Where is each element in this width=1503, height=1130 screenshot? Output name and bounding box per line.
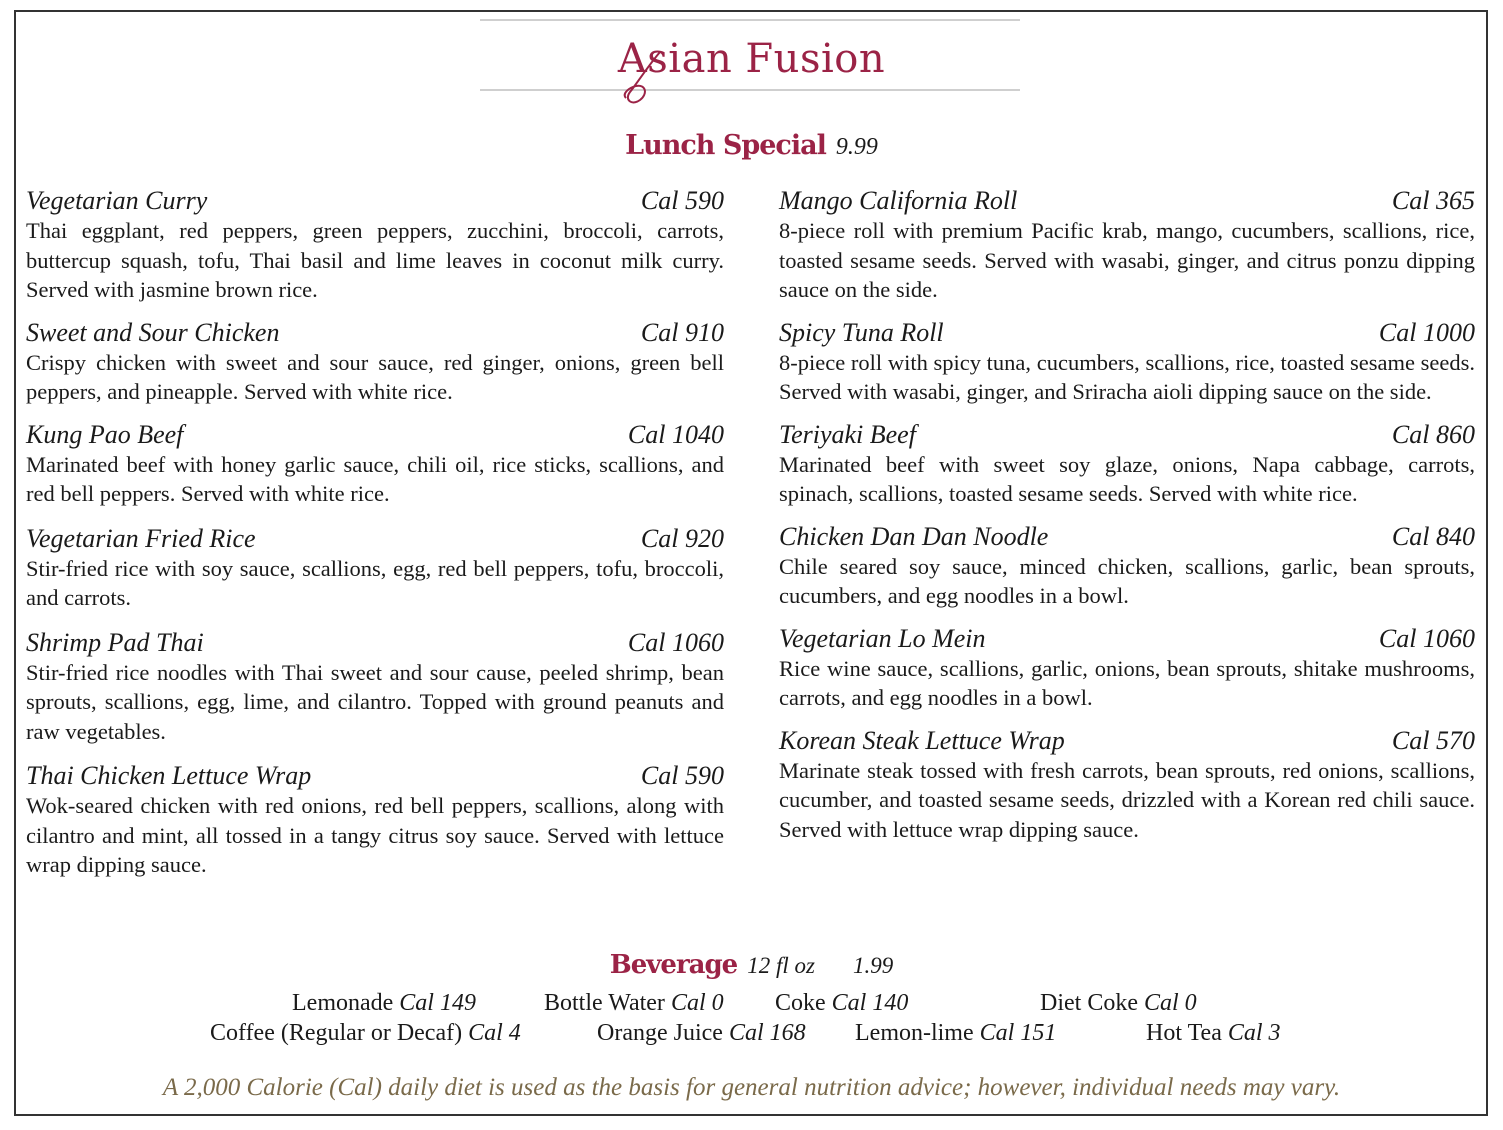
item-description: 8-piece roll with spicy tuna, cucumbers, scallions, rice, toasted sesame seeds. Served with wasabi, ginger, and Sriracha aioli dipping sauce on the side. (779, 349, 1475, 404)
item-name: Korean Steak Lettuce Wrap (779, 725, 1065, 755)
item-name: Vegetarian Lo Mein (779, 623, 986, 653)
menu-item (26, 318, 724, 407)
item-description: Marinated beef with sweet soy glaze, onions, Napa cabbage, carrots, spinach, scallions, toasted sesame seeds. Served with white rice. (779, 451, 1475, 506)
menu-item (779, 624, 1475, 713)
beverage-name: Hot Tea (1146, 1020, 1222, 1046)
item-calories: Cal 570 (1391, 725, 1475, 755)
item-name: Sweet and Sour Chicken (26, 317, 280, 347)
beverage-name: Orange Juice (597, 1020, 723, 1046)
item-calories: Cal 365 (1391, 186, 1475, 215)
item-name: Kung Pao Beef (26, 419, 184, 449)
menu-item (779, 522, 1475, 611)
item-description: Crispy chicken with sweet and sour sauce, red ginger, onions, green bell peppers, and pineapple. Served with white rice. (26, 349, 724, 404)
beverage-calories: Cal 140 (831, 990, 909, 1016)
beverage-size: 12 fl oz (747, 953, 815, 978)
item-name: Chicken Dan Dan Noodle (779, 521, 1049, 551)
item-calories: Cal 920 (640, 523, 724, 553)
item-calories: Cal 860 (1391, 419, 1475, 449)
item-name: Teriyaki Beef (779, 419, 916, 449)
nutrition-disclaimer: A 2,000 Calorie (Cal) daily diet is used as the basis for general nutrition advice; however, individual needs may vary. (162, 1074, 1341, 1101)
menu-item (779, 186, 1475, 305)
beverage-calories: Cal 151 (979, 1020, 1057, 1046)
item-calories: Cal 840 (1391, 521, 1475, 551)
menu-item (779, 318, 1475, 407)
item-name: Vegetarian Curry (26, 186, 208, 215)
item-description: Marinate steak tossed with fresh carrots, bean sprouts, red onions, scallions, cucumber, and toasted sesame seeds, drizzled with a Korean red chili sauce. Served with lettuce wrap dipping sauce. (779, 757, 1475, 842)
item-calories: Cal 1060 (1378, 623, 1475, 653)
beverage-item (597, 1020, 806, 1047)
beverage-item (544, 990, 724, 1017)
item-description: Rice wine sauce, scallions, garlic, onions, bean sprouts, shitake mushrooms, carrots, and egg noodles in a bowl. (779, 655, 1475, 710)
header-top-rule (480, 19, 1020, 21)
beverage-price: 1.99 (852, 953, 894, 978)
beverage-label: Beverage (609, 950, 738, 980)
item-calories: Cal 910 (640, 317, 724, 347)
item-description: Wok-seared chicken with red onions, red bell peppers, scallions, along with cilantro and mint, all tossed in a tangy citrus soy sauce. Served with lettuce wrap dipping sauce. (26, 793, 724, 877)
beverage-name: Lemonade (292, 990, 394, 1016)
lunch-special-price: 9.99 (835, 134, 878, 160)
header-bottom-rule (480, 89, 1020, 91)
menu-item (26, 628, 724, 747)
lunch-special-label: Lunch Special (625, 130, 826, 161)
beverage-calories: Cal 3 (1227, 1020, 1281, 1046)
beverage-calories: Cal 168 (728, 1020, 806, 1046)
beverage-item (775, 990, 908, 1017)
item-name: Shrimp Pad Thai (26, 627, 204, 657)
item-calories: Cal 590 (640, 761, 724, 790)
right-menu-column (779, 186, 1475, 844)
menu-item (779, 726, 1475, 845)
item-description: Chile seared soy sauce, minced chicken, scallions, garlic, bean sprouts, cucumbers, and egg noodles in a bowl. (779, 553, 1475, 608)
item-calories: Cal 590 (640, 186, 724, 215)
beverage-name: Diet Coke (1040, 990, 1138, 1016)
item-calories: Cal 1040 (627, 419, 724, 449)
beverage-calories: Cal 4 (468, 1020, 521, 1046)
item-name: Mango California Roll (779, 186, 1018, 215)
item-calories: Cal 1060 (627, 627, 724, 657)
item-name: Spicy Tuna Roll (779, 317, 944, 347)
item-name: Thai Chicken Lettuce Wrap (26, 761, 312, 790)
item-description: 8-piece roll with premium Pacific krab, mango, cucumbers, scallions, rice, toasted sesame seeds. Served with wasabi, ginger, and citrus ponzu dipping sauce on the side. (779, 218, 1475, 302)
beverage-calories: Cal 0 (670, 990, 724, 1016)
menu-item (26, 761, 724, 880)
beverage-item (1040, 990, 1197, 1017)
beverage-item (292, 990, 476, 1017)
item-calories: Cal 1000 (1378, 317, 1475, 347)
menu-title: Asian Fusion (617, 36, 886, 82)
beverage-name: Coke (775, 990, 826, 1016)
beverage-calories: Cal 0 (1143, 990, 1197, 1016)
beverage-item (1146, 1020, 1281, 1047)
beverage-item (210, 1020, 521, 1047)
beverage-item (855, 1020, 1056, 1047)
beverage-calories: Cal 149 (399, 990, 476, 1016)
item-description: Stir-fried rice noodles with Thai sweet and sour cause, peeled shrimp, bean sprouts, scallions, egg, lime, and cilantro. Topped with ground peanuts and raw vegetables. (26, 659, 724, 744)
beverage-name: Coffee (Regular or Decaf) (210, 1020, 463, 1046)
left-menu-column (26, 186, 724, 880)
item-description: Thai eggplant, red peppers, green peppers, zucchini, broccoli, carrots, buttercup squash, tofu, Thai basil and lime leaves in coconut milk curry. Served with jasmine brown rice. (26, 218, 724, 302)
menu-item (26, 420, 724, 509)
item-name: Vegetarian Fried Rice (26, 523, 256, 553)
item-description: Marinated beef with honey garlic sauce, chili oil, rice sticks, scallions, and red bell peppers. Served with white rice. (26, 451, 724, 506)
item-description: Stir-fried rice with soy sauce, scallions, egg, red bell peppers, tofu, broccoli, and carrots. (26, 555, 724, 610)
beverage-name: Bottle Water (544, 990, 665, 1016)
menu-item (779, 420, 1475, 509)
beverage-heading (0, 950, 1503, 980)
beverage-name: Lemon-lime (855, 1020, 974, 1046)
menu-item (26, 524, 724, 613)
lunch-special-heading (0, 130, 1503, 161)
menu-item (26, 186, 724, 305)
